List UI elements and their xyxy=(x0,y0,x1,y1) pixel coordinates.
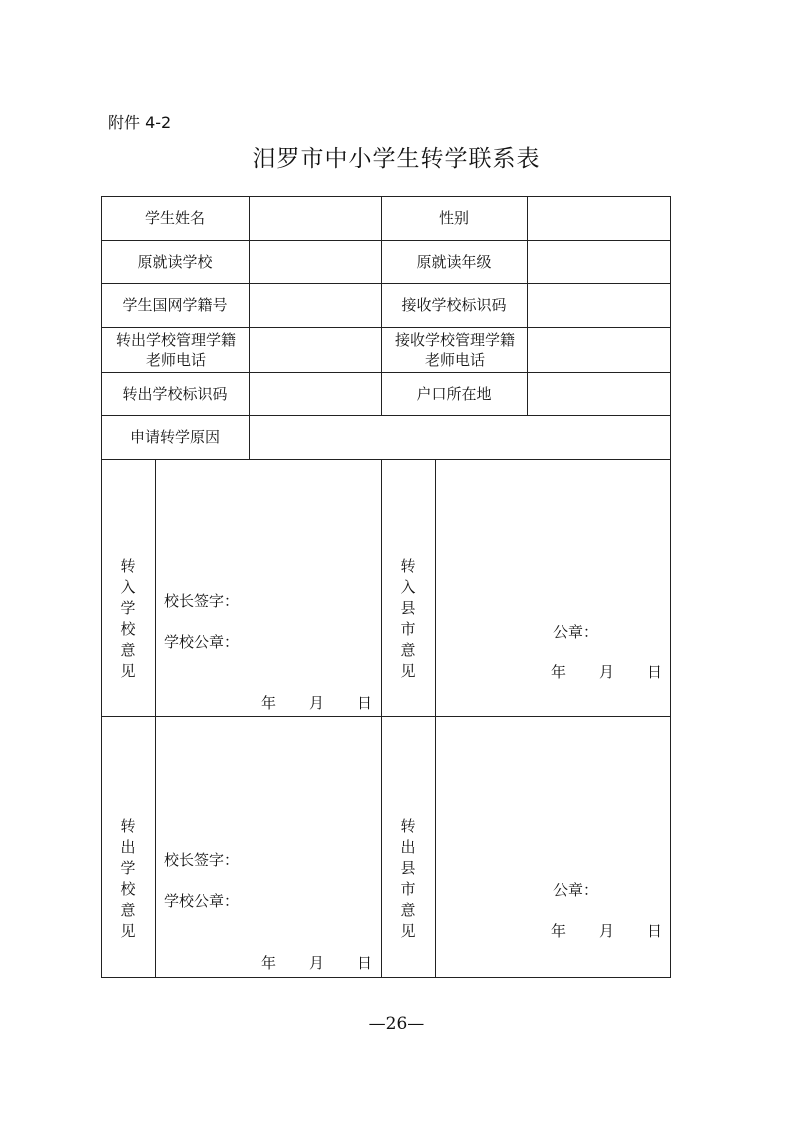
out-school-code-label: 转出学校标识码 xyxy=(122,384,228,403)
row-divider xyxy=(101,459,671,460)
in-school-opinion-label: 转入学校意见 xyxy=(120,557,136,680)
column-divider xyxy=(155,459,156,977)
transfer-reason-field[interactable] xyxy=(250,416,670,459)
page-number: —26— xyxy=(368,1014,425,1034)
out-school-month-label: 月 xyxy=(309,954,325,972)
in-teacher-phone-field[interactable] xyxy=(528,328,670,372)
table-border-bottom xyxy=(101,977,671,978)
in-school-day-label: 日 xyxy=(357,694,373,712)
transfer-reason-label: 申请转学原因 xyxy=(129,428,220,446)
receiving-school-code-field[interactable] xyxy=(528,284,670,327)
original-grade-field[interactable] xyxy=(528,241,670,283)
in-county-opinion-label: 转入县市意见 xyxy=(400,557,416,680)
in-school-month-label: 月 xyxy=(309,694,325,712)
out-school-year-label: 年 xyxy=(261,954,277,972)
in-school-seal-label: 学校公章： xyxy=(164,633,240,651)
out-school-code-field[interactable] xyxy=(250,373,381,415)
out-county-day-label: 日 xyxy=(647,922,663,940)
original-school-field[interactable] xyxy=(250,241,381,283)
in-county-year-label: 年 xyxy=(551,663,567,681)
page-title: 汨罗市中小学生转学联系表 xyxy=(252,146,541,172)
gender-field[interactable] xyxy=(528,197,670,240)
student-name-label: 学生姓名 xyxy=(144,209,205,227)
national-id-label: 学生国网学籍号 xyxy=(122,296,228,314)
national-id-field[interactable] xyxy=(250,284,381,327)
out-county-month-label: 月 xyxy=(599,922,615,940)
column-divider xyxy=(381,459,382,977)
original-school-label: 原就读学校 xyxy=(137,252,213,271)
gender-label: 性别 xyxy=(438,209,469,227)
in-teacher-phone-label: 接收学校管理学籍老师电话 xyxy=(394,330,515,369)
in-school-year-label: 年 xyxy=(261,694,277,712)
receiving-school-code-label: 接收学校标识码 xyxy=(401,296,507,314)
column-divider xyxy=(435,459,436,977)
row-divider xyxy=(101,716,671,717)
out-teacher-phone-label: 转出学校管理学籍老师电话 xyxy=(115,330,236,369)
out-county-year-label: 年 xyxy=(551,922,567,940)
in-principal-signature-label: 校长签字： xyxy=(164,592,240,610)
out-school-day-label: 日 xyxy=(357,954,373,972)
in-county-day-label: 日 xyxy=(647,663,663,681)
original-grade-label: 原就读年级 xyxy=(416,252,492,271)
out-school-seal-label: 学校公章： xyxy=(164,892,240,910)
household-location-label: 户口所在地 xyxy=(416,384,492,403)
in-county-seal-label: 公章： xyxy=(553,623,599,641)
out-county-opinion-label: 转出县市意见 xyxy=(400,817,416,940)
in-county-month-label: 月 xyxy=(599,663,615,681)
table-border-right xyxy=(670,196,671,978)
out-principal-signature-label: 校长签字： xyxy=(164,851,240,869)
out-school-opinion-label: 转出学校意见 xyxy=(120,817,136,940)
transfer-form-table xyxy=(101,196,671,978)
attachment-label: 附件 4-2 xyxy=(108,113,172,132)
out-teacher-phone-field[interactable] xyxy=(250,328,381,372)
household-location-field[interactable] xyxy=(528,373,670,415)
student-name-field[interactable] xyxy=(250,197,381,240)
out-county-seal-label: 公章： xyxy=(553,881,599,899)
